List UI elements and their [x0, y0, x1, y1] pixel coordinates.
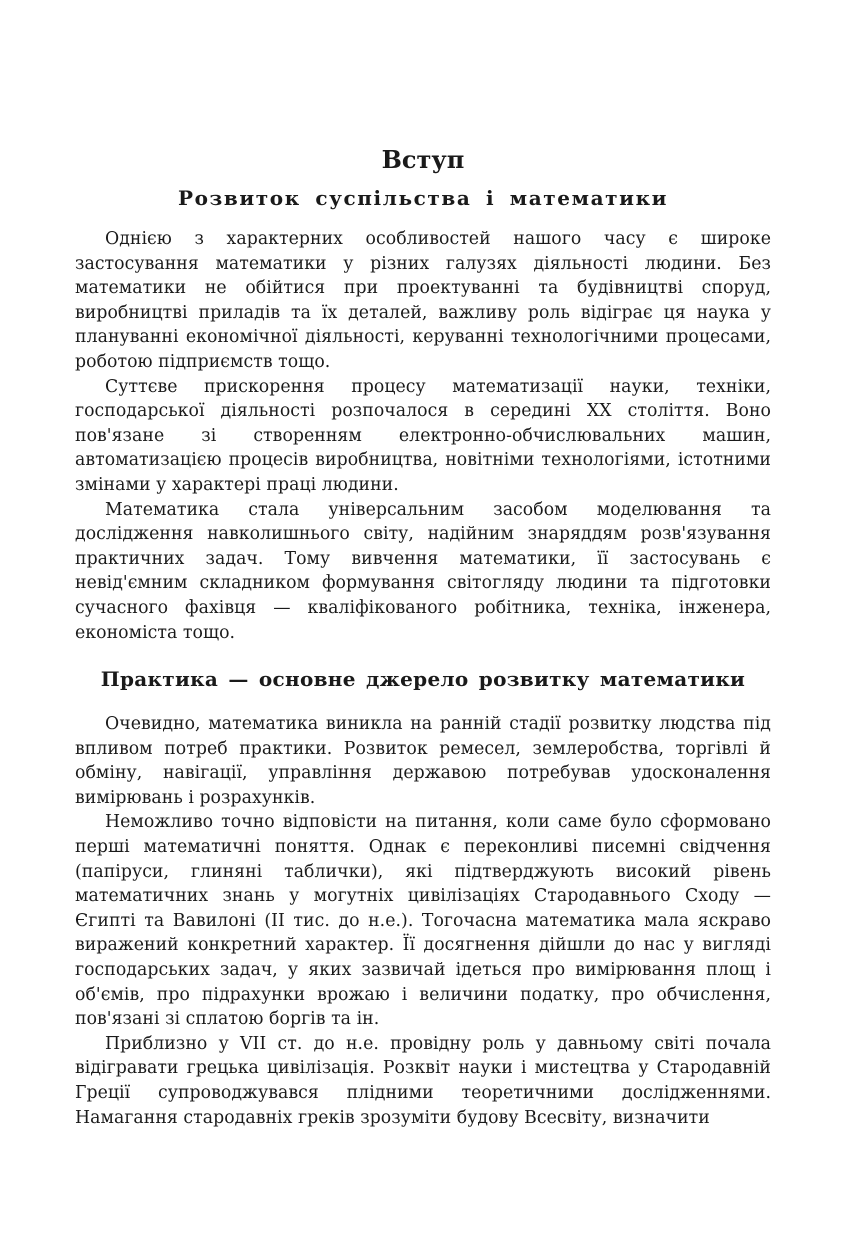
paragraph: Суттєве прискорення процесу математизації науки, техніки, господарської діяльності розпочалося в середині XX століття. Воно пов'язане зі створенням електронно-обчислювальних машин, автоматизацією процесів виробництва, новітніми технологіями, істотними змінами у характері праці людини.	[75, 376, 771, 495]
paragraph: Математика стала універсальним засобом моделювання та дослідження навколишнього світу, надійним знаряддям розв'язування практичних задач. Тому вивчення математики, її застосувань є невід'ємним складником формування світогляду людини та підготовки сучасного фахівця — кваліфікованого робітника, техніка, інженера, економіста тощо.	[75, 499, 771, 643]
section-title-development: Розвиток суспільства і математики	[177, 186, 669, 210]
section-title-practice: Практика — основне джерело розвитку математики	[100, 667, 746, 692]
chapter-title: Вступ	[381, 145, 465, 174]
paragraph: Очевидно, математика виникла на ранній стадії розвитку людства під впливом потреб практики. Розвиток ремесел, землеробства, торгівлі й обміну, навігації, управління державою потребував удосконалення вимірювань і розрахунків.	[75, 714, 771, 808]
paragraph: Однією з характерних особливостей нашого часу є широке застосування математики у різних галузях діяльності людини. Без математики не обійтися при проектуванні та будівництві споруд, виробництві приладів та їх деталей, важливу роль відіграє ця наука у плануванні економічної діяльності, керуванні технологічними процесами, роботою підприємств тощо.	[75, 229, 771, 372]
page-content	[75, 140, 771, 1130]
paragraph: Неможливо точно відповісти на питання, коли саме було сформовано перші математичні поняття. Однак є переконливі писемні свідчення (папіруси, глиняні таблички), які підтверджують високий рівень математичних знань у могутніх цивілізаціях Стародавнього Сходу — Єгипті та Вавилоні (II тис. до н.е.). Тогочасна математика мала яскраво виражений конкретний характер. Її досягнення дійшли до нас у вигляді господарських задач, у яких зазвичай ідеться про вимірювання площ і об'ємів, про підрахунки врожаю і величини податку, про обчислення, пов'язані зі сплатою боргів та ін.	[75, 812, 771, 1030]
paragraph: Приблизно у VII ст. до н.е. провідну роль у давньому світі почала відігравати грецька цивілізація. Розквіт науки і мистецтва у Стародавній Греції супроводжувався плідними теоретичними дослідженнями. Намагання стародавніх греків зрозуміти будову Всесвіту, визначити	[75, 1033, 771, 1128]
